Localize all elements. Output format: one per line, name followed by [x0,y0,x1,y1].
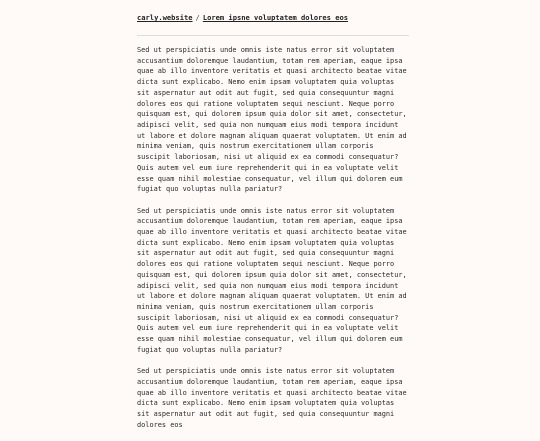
body-paragraph: Sed ut perspiciatis unde omnis iste natus error sit voluptatem accusantium doloremque laudantium, totam rem aperiam, eaque ipsa quae ab illo inventore veritatis et quasi architecto beatae vitae dicta sunt explicabo. Nemo enim ipsam voluptatem quia voluptas sit aspernatur aut odit aut fugit, sed quia consequuntur magni dolores eos qui ratione voluptatem sequi nesciunt. Neque porro quisquam est, qui dolorem ipsum quia dolor sit amet, consectetur, adipisci velit, sed quia non numquam eius modi tempora incidunt ut labore et dolore magnam aliquam quaerat voluptatem. Ut enim ad minima veniam, quis nostrum exercitationem ullam corporis suscipit laboriosam, nisi ut aliquid ex ea commodi consequatur? Quis autem vel eum iure reprehenderit qui in ea voluptate velit esse quam nihil molestiae consequatur, vel illum qui dolorem eum fugiat quo voluptas nulla pariatur? [137,206,407,354]
body-paragraph: Sed ut perspiciatis unde omnis iste natus error sit voluptatem accusantium doloremque laudantium, totam rem aperiam, eaque ipsa quae ab illo inventore veritatis et quasi architecto beatae vitae dicta sunt explicabo. Nemo enim ipsam voluptatem quia voluptas sit aspernatur aut odit aut fugit, sed quia consequuntur magni dolores eos qui ratione voluptatem sequi nesciunt. Neque porro quisquam est, qui dolorem ipsum quia dolor sit amet, consectetur, adipisci velit, sed quia non numquam eius modi tempora incidunt ut labore et dolore magnam aliquam quaerat voluptatem. Ut enim ad minima veniam, quis nostrum exercitationem ullam corporis suscipit laboriosam, nisi ut aliquid ex ea commodi consequatur? Quis autem vel eum iure reprehenderit qui in ea voluptate velit esse quam nihil molestiae consequatur, vel illum qui dolorem eum fugiat quo voluptas nulla pariatur? [137,46,407,194]
breadcrumb-page-link[interactable]: Lorem ipsne voluptatem dolores eos [202,13,349,22]
page-content [137,12,409,441]
breadcrumb-site-link[interactable]: carly.website [137,13,193,22]
body-paragraph: Sed ut perspiciatis unde omnis iste natus error sit voluptatem accusantium doloremque laudantium, totam rem aperiam, eaque ipsa quae ab illo inventore veritatis et quasi architecto beatae vitae dicta sunt explicabo. Nemo enim ipsam voluptatem quia voluptas sit aspernatur aut odit aut fugit, sed quia consequuntur magni dolores eos [137,367,407,429]
header-divider [137,35,409,36]
breadcrumb [137,12,409,24]
breadcrumb-separator: / [195,13,200,22]
